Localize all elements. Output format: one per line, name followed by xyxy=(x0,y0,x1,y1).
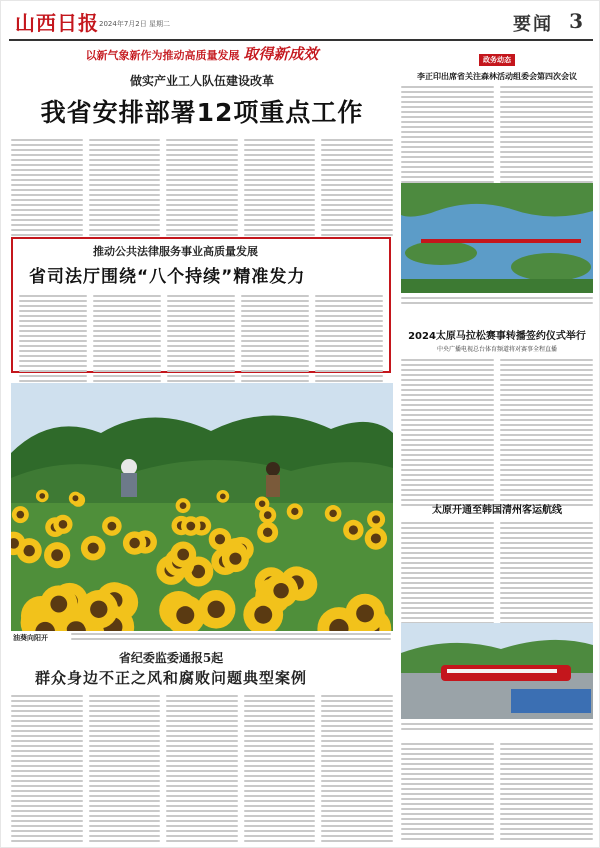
right-story-2-subhead: 中央广播电视总台体育频道将对赛事全程直播 xyxy=(436,346,557,353)
lead-body xyxy=(11,139,393,239)
sunflower xyxy=(343,520,363,540)
right-body-col xyxy=(401,743,494,843)
highlight-headline: 省司法厅围绕“八个持续”精准发力 xyxy=(29,267,306,287)
photo-caption-text xyxy=(71,633,391,643)
train-caption xyxy=(401,723,593,733)
section-title: 要闻 xyxy=(513,14,553,35)
right-column xyxy=(401,43,593,843)
right-story-2 xyxy=(401,327,593,509)
bottom-body-col xyxy=(11,695,83,845)
right-body-col xyxy=(500,743,593,843)
lead-body-col xyxy=(11,139,83,239)
newspaper-logo: 山西日报 xyxy=(15,11,99,35)
highlight-body-col xyxy=(167,295,235,390)
right-body-col xyxy=(401,522,494,632)
lead-body-col xyxy=(321,139,393,239)
lead-body-col xyxy=(166,139,238,239)
highlight-body-col xyxy=(19,295,87,390)
right-story-3 xyxy=(401,501,593,632)
right-body-col xyxy=(401,359,494,509)
lead-subhead: 做实产业工人队伍建设改革 xyxy=(129,74,274,88)
lead-kicker-prefix: 以新气象新作为推动高质量发展 xyxy=(85,49,240,62)
right-body-col xyxy=(500,359,593,509)
sunflower xyxy=(170,541,196,567)
sunflower xyxy=(176,498,191,513)
lead-body-col xyxy=(89,139,161,239)
wetland-photo xyxy=(401,183,593,293)
highlight-subhead: 推动公共法律服务事业高质量发展 xyxy=(93,245,258,258)
sunflower xyxy=(44,542,70,568)
bottom-body-col xyxy=(321,695,393,845)
sunflower xyxy=(257,522,278,543)
section-label-badge: 政务动态 xyxy=(479,54,515,66)
masthead xyxy=(9,5,593,41)
sunflower xyxy=(216,490,229,503)
sunflower xyxy=(53,515,72,534)
sunflower xyxy=(325,505,342,522)
right-story-3-headline: 太原开通至韩国清州客运航线 xyxy=(432,505,562,516)
sunflower-photo xyxy=(11,383,393,631)
lead-kicker xyxy=(11,43,393,64)
right-body-col xyxy=(500,522,593,632)
highlight-body-col xyxy=(315,295,383,390)
right-story-3-body xyxy=(401,522,593,632)
sunflower xyxy=(123,531,146,554)
bottom-body-col xyxy=(89,695,161,845)
left-column xyxy=(11,43,393,843)
sunflower xyxy=(365,527,387,549)
sunflower-field-image xyxy=(11,383,393,631)
sunflower xyxy=(197,590,236,629)
highlight-body-col xyxy=(93,295,161,390)
page-number: 3 xyxy=(569,9,583,33)
highlight-body-col xyxy=(241,295,309,390)
sunflower xyxy=(181,516,201,536)
bottom-headline: 群众身边不正之风和腐败问题典型案例 xyxy=(34,669,307,687)
wetland-image xyxy=(401,183,593,293)
bottom-body-col xyxy=(166,695,238,845)
right-story-4-body xyxy=(401,743,593,843)
sunflower xyxy=(80,590,119,629)
right-story-2-headline: 2024太原马拉松赛事转播签约仪式举行 xyxy=(408,331,586,342)
sunflower xyxy=(102,516,122,536)
highlight-body xyxy=(19,295,383,390)
bottom-subhead: 省纪委监委通报5起 xyxy=(118,651,224,665)
sunflower xyxy=(12,506,29,523)
lead-headline: 我省安排部署12项重点工作 xyxy=(40,98,364,127)
issue-date: 2024年7月2日 星期二 xyxy=(99,20,170,28)
train-photo xyxy=(401,623,593,719)
lead-kicker-highlight: 取得新成效 xyxy=(243,45,319,63)
lead-story xyxy=(11,43,393,239)
sunflower xyxy=(40,585,77,622)
sunflower xyxy=(69,492,82,505)
sunflower xyxy=(81,536,106,561)
right-story-1-headline: 李正印出席省关注森林活动组委会第四次会议 xyxy=(417,72,577,81)
sunflower xyxy=(259,507,276,524)
sunflower xyxy=(367,510,385,528)
sunflower xyxy=(36,490,49,503)
photo-caption: 油葵向阳开 xyxy=(13,634,48,642)
sunflower xyxy=(287,503,303,519)
train-image xyxy=(401,623,593,719)
sunflower xyxy=(222,545,249,572)
highlighted-story xyxy=(11,237,391,373)
wetland-caption xyxy=(401,297,593,307)
bottom-body xyxy=(11,695,393,845)
bottom-body-col xyxy=(244,695,316,845)
right-story-2-body xyxy=(401,359,593,509)
lead-body-col xyxy=(244,139,316,239)
right-story-1 xyxy=(401,47,593,201)
